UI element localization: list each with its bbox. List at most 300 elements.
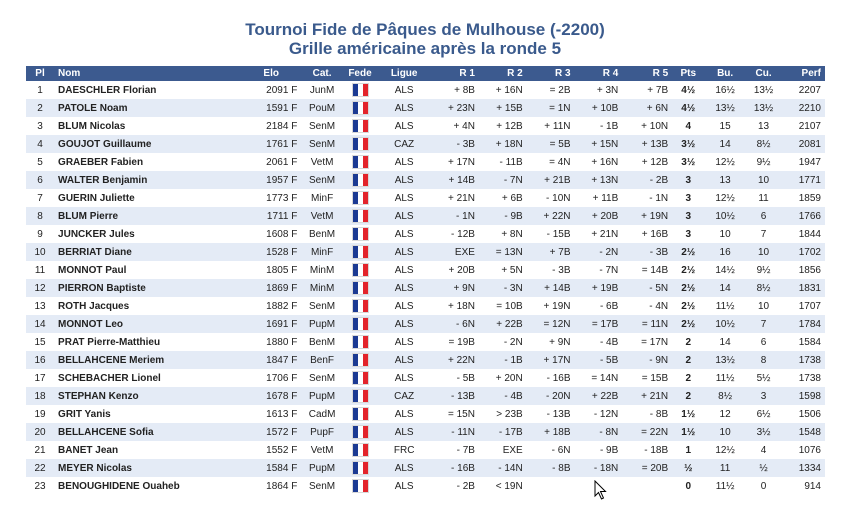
cell-r2: + 18N — [479, 135, 527, 153]
cell-nom: MEYER Nicolas — [54, 459, 241, 477]
cell-cat: PouM — [301, 99, 343, 117]
cell-r4: = 17B — [575, 315, 623, 333]
cell-r4: - 4B — [575, 333, 623, 351]
table-row — [26, 207, 825, 225]
cell-r4: - 7N — [575, 261, 623, 279]
cell-bu: 13 — [704, 171, 746, 189]
cell-r4: - 8N — [575, 423, 623, 441]
cell-ligue: ALS — [377, 459, 431, 477]
cell-pl: 22 — [26, 459, 54, 477]
cell-pl: 9 — [26, 225, 54, 243]
cell-r3: = 2B — [527, 81, 575, 99]
cell-cu: 9½ — [746, 261, 781, 279]
cell-r2: - 14N — [479, 459, 527, 477]
cell-nom: BELLAHCENE Sofia — [54, 423, 241, 441]
cell-perf: 1548 — [781, 423, 825, 441]
cell-pts: 3 — [672, 171, 704, 189]
cell-bu: 12½ — [704, 189, 746, 207]
cell-r2: + 22B — [479, 315, 527, 333]
table-row — [26, 279, 825, 297]
cell-fede — [343, 135, 377, 153]
cell-pl: 18 — [26, 387, 54, 405]
cell-r4: - 5B — [575, 351, 623, 369]
france-flag-icon — [352, 173, 369, 187]
cell-r3: + 19N — [527, 297, 575, 315]
france-flag-icon — [352, 335, 369, 349]
cell-elo: 1584 F — [241, 459, 301, 477]
cell-r5: + 21N — [622, 387, 672, 405]
cell-pts: 1½ — [672, 423, 704, 441]
cell-bu: 15 — [704, 117, 746, 135]
cell-perf: 1766 — [781, 207, 825, 225]
france-flag-icon — [352, 389, 369, 403]
cell-elo: 1864 F — [241, 477, 301, 495]
cell-bu: 10½ — [704, 315, 746, 333]
standings-table — [26, 66, 825, 495]
table-row — [26, 369, 825, 387]
table-body — [26, 81, 825, 495]
cell-pl: 13 — [26, 297, 54, 315]
cell-cat: PupM — [301, 387, 343, 405]
cell-cu: 9½ — [746, 153, 781, 171]
cell-perf: 1076 — [781, 441, 825, 459]
table-row — [26, 387, 825, 405]
cell-cu: 4 — [746, 441, 781, 459]
cell-elo: 1847 F — [241, 351, 301, 369]
cell-r1: - 11N — [431, 423, 479, 441]
cell-r4: + 3N — [575, 81, 623, 99]
table-row — [26, 81, 825, 99]
table-row — [26, 117, 825, 135]
cell-perf: 2107 — [781, 117, 825, 135]
table-row — [26, 423, 825, 441]
cell-cu: 8½ — [746, 135, 781, 153]
cell-bu: 14 — [704, 333, 746, 351]
cell-fede — [343, 315, 377, 333]
cell-pl: 8 — [26, 207, 54, 225]
cell-cu: 0 — [746, 477, 781, 495]
cell-nom: PRAT Pierre-Matthieu — [54, 333, 241, 351]
cell-bu: 13½ — [704, 99, 746, 117]
cell-perf: 1831 — [781, 279, 825, 297]
cell-pl: 17 — [26, 369, 54, 387]
cell-fede — [343, 117, 377, 135]
mouse-cursor-icon — [594, 480, 608, 500]
cell-perf: 1771 — [781, 171, 825, 189]
cell-fede — [343, 171, 377, 189]
cell-elo: 1691 F — [241, 315, 301, 333]
cell-perf: 914 — [781, 477, 825, 495]
cell-nom: BLUM Nicolas — [54, 117, 241, 135]
cell-r1: - 3B — [431, 135, 479, 153]
cell-r2: + 6B — [479, 189, 527, 207]
cell-bu: 12½ — [704, 153, 746, 171]
cell-r3: + 14B — [527, 279, 575, 297]
cell-r1: + 14B — [431, 171, 479, 189]
cell-cu: 5½ — [746, 369, 781, 387]
table-row — [26, 405, 825, 423]
france-flag-icon — [352, 191, 369, 205]
cell-perf: 1702 — [781, 243, 825, 261]
cell-r3: - 13B — [527, 405, 575, 423]
cell-pts: 2½ — [672, 243, 704, 261]
cell-r5: = 15B — [622, 369, 672, 387]
cell-r3: + 7B — [527, 243, 575, 261]
cell-r5: - 3B — [622, 243, 672, 261]
france-flag-icon — [352, 317, 369, 331]
cell-ligue: ALS — [377, 99, 431, 117]
cell-r1: - 12B — [431, 225, 479, 243]
cell-cu: 10 — [746, 297, 781, 315]
cell-perf: 1844 — [781, 225, 825, 243]
cell-pts: 1 — [672, 441, 704, 459]
cell-nom: ROTH Jacques — [54, 297, 241, 315]
header-r1: R 1 — [431, 66, 479, 81]
cell-r1: - 5B — [431, 369, 479, 387]
header-nom: Nom — [54, 66, 241, 81]
cell-fede — [343, 261, 377, 279]
cell-pts: 2 — [672, 387, 704, 405]
cell-nom: SCHEBACHER Lionel — [54, 369, 241, 387]
france-flag-icon — [352, 245, 369, 259]
cell-r1: + 21N — [431, 189, 479, 207]
table-row — [26, 261, 825, 279]
header-pts: Pts — [672, 66, 704, 81]
cell-pl: 16 — [26, 351, 54, 369]
cell-r1: + 4N — [431, 117, 479, 135]
cell-cat: MinF — [301, 189, 343, 207]
cell-pl: 20 — [26, 423, 54, 441]
cell-pts: ½ — [672, 459, 704, 477]
cell-pts: 4 — [672, 117, 704, 135]
cell-bu: 12½ — [704, 441, 746, 459]
cell-r5: - 2B — [622, 171, 672, 189]
france-flag-icon — [352, 101, 369, 115]
cell-elo: 1773 F — [241, 189, 301, 207]
cell-ligue: CAZ — [377, 387, 431, 405]
cell-perf: 1584 — [781, 333, 825, 351]
cell-perf: 1506 — [781, 405, 825, 423]
cell-bu: 11 — [704, 459, 746, 477]
cell-pts: 0 — [672, 477, 704, 495]
cell-fede — [343, 459, 377, 477]
cell-fede — [343, 351, 377, 369]
cell-nom: DAESCHLER Florian — [54, 81, 241, 99]
cell-pts: 3½ — [672, 153, 704, 171]
cell-r4: + 10B — [575, 99, 623, 117]
france-flag-icon — [352, 425, 369, 439]
page-subtitle: Grille américaine après la ronde 5 — [288, 39, 562, 58]
cell-r3: + 22N — [527, 207, 575, 225]
france-flag-icon — [352, 443, 369, 457]
cell-bu: 16 — [704, 243, 746, 261]
cell-r4: - 6B — [575, 297, 623, 315]
cell-r5: + 7B — [622, 81, 672, 99]
cell-pts: 2½ — [672, 261, 704, 279]
cell-ligue: ALS — [377, 117, 431, 135]
cell-ligue: ALS — [377, 189, 431, 207]
cell-fede — [343, 99, 377, 117]
cell-cu: 10 — [746, 171, 781, 189]
cell-r5: + 16B — [622, 225, 672, 243]
header-cu: Cu. — [746, 66, 781, 81]
cell-elo: 2061 F — [241, 153, 301, 171]
cell-r3: + 17N — [527, 351, 575, 369]
table-row — [26, 441, 825, 459]
cell-pts: 2 — [672, 369, 704, 387]
cell-elo: 1572 F — [241, 423, 301, 441]
cell-pts: 4½ — [672, 99, 704, 117]
cell-ligue: ALS — [377, 297, 431, 315]
cell-pts: 3 — [672, 207, 704, 225]
cell-r2: + 8N — [479, 225, 527, 243]
cell-pl: 14 — [26, 315, 54, 333]
cell-pl: 11 — [26, 261, 54, 279]
france-flag-icon — [352, 227, 369, 241]
cell-ligue: ALS — [377, 261, 431, 279]
cell-perf: 2210 — [781, 99, 825, 117]
cell-elo: 1805 F — [241, 261, 301, 279]
cell-r1: + 23N — [431, 99, 479, 117]
table-row — [26, 351, 825, 369]
cell-r4: + 19B — [575, 279, 623, 297]
cell-cat: SenM — [301, 135, 343, 153]
cell-nom: WALTER Benjamin — [54, 171, 241, 189]
table-row — [26, 477, 825, 495]
france-flag-icon — [352, 479, 369, 493]
cell-cat: MinM — [301, 261, 343, 279]
cell-r1: + 18N — [431, 297, 479, 315]
cell-r2: + 12B — [479, 117, 527, 135]
cell-r5: + 13B — [622, 135, 672, 153]
cell-r3: = 4N — [527, 153, 575, 171]
header-r4: R 4 — [575, 66, 623, 81]
cell-cu: 3½ — [746, 423, 781, 441]
cell-pts: 4½ — [672, 81, 704, 99]
cell-fede — [343, 297, 377, 315]
cell-pl: 1 — [26, 81, 54, 99]
cell-fede — [343, 477, 377, 495]
cell-fede — [343, 369, 377, 387]
cell-r1: + 17N — [431, 153, 479, 171]
cell-nom: BELLAHCENE Meriem — [54, 351, 241, 369]
cell-elo: 1591 F — [241, 99, 301, 117]
cell-r4: + 21N — [575, 225, 623, 243]
header-pl: Pl — [26, 66, 54, 81]
cell-r3: = 1N — [527, 99, 575, 117]
cell-cat: JunM — [301, 81, 343, 99]
cell-bu: 11½ — [704, 477, 746, 495]
cell-perf: 2207 — [781, 81, 825, 99]
cell-bu: 8½ — [704, 387, 746, 405]
cell-pts: 2 — [672, 351, 704, 369]
cell-ligue: ALS — [377, 207, 431, 225]
header-r5: R 5 — [622, 66, 672, 81]
header-bu: Bu. — [704, 66, 746, 81]
cell-fede — [343, 81, 377, 99]
cell-cat: BenF — [301, 351, 343, 369]
cell-r4: - 12N — [575, 405, 623, 423]
cell-ligue: ALS — [377, 153, 431, 171]
cell-r3: - 8B — [527, 459, 575, 477]
cell-bu: 14 — [704, 135, 746, 153]
cell-pts: 3 — [672, 189, 704, 207]
cell-bu: 10 — [704, 423, 746, 441]
france-flag-icon — [352, 353, 369, 367]
cell-cat: SenM — [301, 171, 343, 189]
france-flag-icon — [352, 371, 369, 385]
cell-cu: 6½ — [746, 405, 781, 423]
header-fede: Fede — [343, 66, 377, 81]
cell-fede — [343, 243, 377, 261]
cell-r1: - 16B — [431, 459, 479, 477]
cell-r5: + 6N — [622, 99, 672, 117]
cell-fede — [343, 441, 377, 459]
cell-perf: 2081 — [781, 135, 825, 153]
header-cat: Cat. — [301, 66, 343, 81]
cell-cat: PupM — [301, 315, 343, 333]
cell-elo: 1869 F — [241, 279, 301, 297]
table-row — [26, 189, 825, 207]
cell-r1: - 6N — [431, 315, 479, 333]
table-row — [26, 333, 825, 351]
cell-nom: BLUM Pierre — [54, 207, 241, 225]
cell-elo: 2091 F — [241, 81, 301, 99]
cell-pts: 3 — [672, 225, 704, 243]
cell-pl: 23 — [26, 477, 54, 495]
cell-r3: - 10N — [527, 189, 575, 207]
cell-fede — [343, 333, 377, 351]
cell-nom: PATOLE Noam — [54, 99, 241, 117]
cell-r5: = 11N — [622, 315, 672, 333]
cell-r5 — [622, 477, 672, 495]
cell-r5: - 18B — [622, 441, 672, 459]
cell-ligue: ALS — [377, 333, 431, 351]
cell-bu: 14½ — [704, 261, 746, 279]
cell-r3: + 18B — [527, 423, 575, 441]
cell-pts: 1½ — [672, 405, 704, 423]
tournament-header — [0, 20, 850, 58]
cell-elo: 1528 F — [241, 243, 301, 261]
cell-r4: + 20B — [575, 207, 623, 225]
cell-pl: 5 — [26, 153, 54, 171]
cell-ligue: ALS — [377, 423, 431, 441]
france-flag-icon — [352, 407, 369, 421]
cell-cat: VetM — [301, 207, 343, 225]
table-header-row — [26, 66, 825, 81]
france-flag-icon — [352, 281, 369, 295]
cell-elo: 1608 F — [241, 225, 301, 243]
cell-r5: + 10N — [622, 117, 672, 135]
cell-ligue: CAZ — [377, 135, 431, 153]
cell-r4: + 13N — [575, 171, 623, 189]
cell-r3 — [527, 477, 575, 495]
cell-nom: STEPHAN Kenzo — [54, 387, 241, 405]
cell-r2: - 7N — [479, 171, 527, 189]
cell-bu: 11½ — [704, 297, 746, 315]
cell-perf: 1598 — [781, 387, 825, 405]
cell-r2: EXE — [479, 441, 527, 459]
cell-r2: + 5N — [479, 261, 527, 279]
cell-nom: BENOUGHIDENE Ouaheb — [54, 477, 241, 495]
cell-r5: - 9N — [622, 351, 672, 369]
cell-r1: + 22N — [431, 351, 479, 369]
cell-fede — [343, 153, 377, 171]
cell-cat: SenM — [301, 369, 343, 387]
cell-elo: 2184 F — [241, 117, 301, 135]
france-flag-icon — [352, 263, 369, 277]
cell-r2: - 1B — [479, 351, 527, 369]
cell-cat: SenM — [301, 117, 343, 135]
cell-elo: 1678 F — [241, 387, 301, 405]
cell-cat: VetM — [301, 441, 343, 459]
header-r2: R 2 — [479, 66, 527, 81]
table-row — [26, 243, 825, 261]
cell-cat: VetM — [301, 153, 343, 171]
cell-fede — [343, 279, 377, 297]
cell-r4: - 2N — [575, 243, 623, 261]
cell-ligue: ALS — [377, 369, 431, 387]
cell-perf: 1738 — [781, 369, 825, 387]
cell-nom: GRAEBER Fabien — [54, 153, 241, 171]
cell-r1: + 20B — [431, 261, 479, 279]
cell-r5: - 8B — [622, 405, 672, 423]
cell-r1: - 2B — [431, 477, 479, 495]
cell-ligue: ALS — [377, 225, 431, 243]
cell-cu: 7 — [746, 225, 781, 243]
france-flag-icon — [352, 137, 369, 151]
cell-r4: + 22B — [575, 387, 623, 405]
cell-bu: 14 — [704, 279, 746, 297]
cell-r5: + 12B — [622, 153, 672, 171]
cell-fede — [343, 423, 377, 441]
cell-fede — [343, 405, 377, 423]
cell-ligue: ALS — [377, 171, 431, 189]
cell-perf: 1738 — [781, 351, 825, 369]
cell-cu: 7 — [746, 315, 781, 333]
cell-r2: + 20N — [479, 369, 527, 387]
cell-ligue: ALS — [377, 315, 431, 333]
table-row — [26, 225, 825, 243]
cell-r5: - 5N — [622, 279, 672, 297]
cell-r1: - 13B — [431, 387, 479, 405]
cell-r4: - 9B — [575, 441, 623, 459]
cell-r3: - 20N — [527, 387, 575, 405]
cell-nom: PIERRON Baptiste — [54, 279, 241, 297]
cell-r2: = 10B — [479, 297, 527, 315]
cell-r5: + 19N — [622, 207, 672, 225]
cell-pl: 21 — [26, 441, 54, 459]
cell-r5: - 1N — [622, 189, 672, 207]
cell-elo: 1552 F — [241, 441, 301, 459]
cell-r1: + 8B — [431, 81, 479, 99]
cell-r3: + 11N — [527, 117, 575, 135]
cell-pts: 2½ — [672, 297, 704, 315]
cell-nom: MONNOT Paul — [54, 261, 241, 279]
cell-perf: 1859 — [781, 189, 825, 207]
cell-r4: - 18N — [575, 459, 623, 477]
cell-r2: < 19N — [479, 477, 527, 495]
cell-bu: 13½ — [704, 351, 746, 369]
france-flag-icon — [352, 299, 369, 313]
header-perf: Perf — [781, 66, 825, 81]
cell-r4: + 16N — [575, 153, 623, 171]
table-row — [26, 171, 825, 189]
cell-elo: 1882 F — [241, 297, 301, 315]
cell-r3: = 12N — [527, 315, 575, 333]
cell-r3: - 3B — [527, 261, 575, 279]
cell-cu: 11 — [746, 189, 781, 207]
